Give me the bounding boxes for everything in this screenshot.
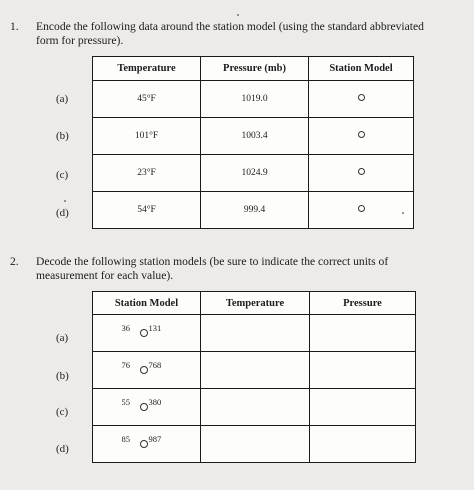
pressure-cell: 1003.4: [201, 118, 309, 155]
table-row: [93, 315, 416, 352]
temperature-answer-cell[interactable]: [201, 426, 310, 463]
station-model: [122, 397, 172, 415]
pressure-cell: 1024.9: [201, 155, 309, 192]
station-model: [122, 360, 172, 378]
q1-table: [92, 56, 414, 229]
header-temperature: Temperature: [93, 57, 201, 81]
temperature-cell: 45°F: [93, 81, 201, 118]
paper-speck: [237, 14, 239, 16]
station-pressure-value: 987: [148, 433, 162, 444]
temperature-cell: 101°F: [93, 118, 201, 155]
q2-row-label-b: (b): [56, 370, 69, 382]
station-temperature-value: 85: [121, 433, 130, 444]
header-pressure: Pressure (mb): [201, 57, 309, 81]
q1-row-label-b: (b): [56, 130, 69, 142]
table-row: [93, 118, 414, 155]
table-row: [93, 81, 414, 118]
q1-row-label-a: (a): [56, 93, 69, 105]
pressure-answer-cell[interactable]: [310, 426, 416, 463]
q2-row-label-d: (d): [56, 443, 69, 455]
temperature-cell: 23°F: [93, 155, 201, 192]
table-header-row: [93, 292, 416, 315]
temperature-answer-cell[interactable]: [201, 352, 310, 389]
station-pressure-value: 380: [148, 396, 162, 407]
pressure-answer-cell[interactable]: [310, 389, 416, 426]
station-pressure-value: 768: [148, 359, 162, 370]
station-model: [122, 323, 172, 341]
header-station-model: Station Model: [309, 57, 414, 81]
station-model-cell: [93, 352, 201, 389]
station-model-cell[interactable]: [309, 118, 414, 155]
station-circle-icon: [140, 329, 148, 337]
question-1-number: 1.: [10, 20, 19, 33]
station-circle-icon: [140, 403, 148, 411]
station-model-cell: [93, 426, 201, 463]
q2-row-label-c: (c): [56, 406, 69, 418]
pressure-answer-cell[interactable]: [310, 352, 416, 389]
station-pressure-value: 131: [148, 322, 162, 333]
pressure-cell: 1019.0: [201, 81, 309, 118]
pressure-cell: 999.4: [201, 192, 309, 229]
q1-row-label-c: (c): [56, 169, 69, 181]
temperature-cell: 54°F: [93, 192, 201, 229]
temperature-answer-cell[interactable]: [201, 315, 310, 352]
table-row: [93, 352, 416, 389]
station-circle-icon: [140, 366, 148, 374]
station-circle-icon: [358, 168, 365, 175]
station-model-cell[interactable]: [309, 155, 414, 192]
station-temperature-value: 76: [121, 359, 130, 370]
table-row: [93, 155, 414, 192]
table-row: [93, 389, 416, 426]
question-2-text: Decode the following station models (be sure to indicate the correct units of measurement for each value).: [36, 255, 389, 282]
station-temperature-value: 55: [121, 396, 130, 407]
station-circle-icon: [358, 94, 365, 101]
table-row: [93, 426, 416, 463]
header-pressure: Pressure: [310, 292, 416, 315]
q2-row-label-a: (a): [56, 332, 69, 344]
station-model: [122, 434, 172, 452]
paper-speck: [64, 200, 66, 202]
station-circle-icon: [140, 440, 148, 448]
station-model-cell: [93, 389, 201, 426]
paper-speck: [402, 212, 404, 214]
table-header-row: [93, 57, 414, 81]
pressure-answer-cell[interactable]: [310, 315, 416, 352]
station-circle-icon: [358, 205, 365, 212]
station-temperature-value: 36: [121, 322, 130, 333]
station-model-cell: [93, 315, 201, 352]
question-1-text: Encode the following data around the station model (using the standard abbreviated form for pressure).: [36, 20, 424, 47]
station-model-cell[interactable]: [309, 192, 414, 229]
header-temperature: Temperature: [201, 292, 310, 315]
station-model-cell[interactable]: [309, 81, 414, 118]
station-circle-icon: [358, 131, 365, 138]
table-row: [93, 192, 414, 229]
temperature-answer-cell[interactable]: [201, 389, 310, 426]
q2-table: [92, 291, 416, 463]
question-2-number: 2.: [10, 255, 19, 268]
q1-row-label-d: (d): [56, 207, 69, 219]
header-station-model: Station Model: [93, 292, 201, 315]
